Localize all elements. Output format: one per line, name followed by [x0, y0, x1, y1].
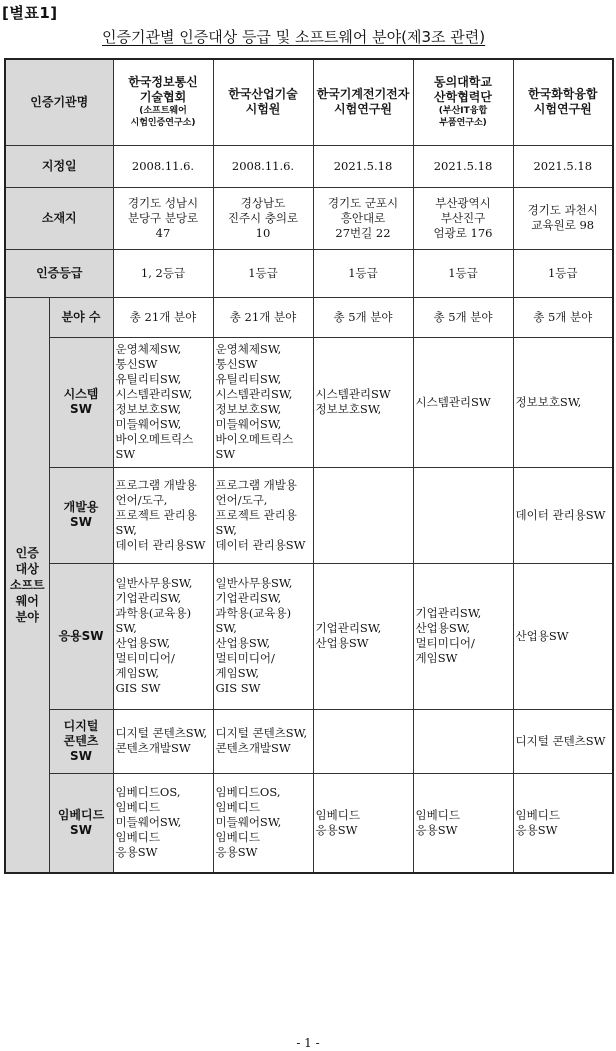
grade-header: 인증등급 [5, 249, 113, 297]
category-header: 인증 대상 소프트 웨어 분야 [5, 297, 49, 873]
org-row [5, 59, 613, 145]
sw-cell: 프로그램 개발용 언어/도구, 프로젝트 관리용SW, 데이터 관리용SW [213, 467, 313, 563]
grade-cell: 1, 2등급 [113, 249, 213, 297]
org-sub: (소프트웨어 시험인증연구소) [130, 106, 196, 129]
org-sub: (부산IT융합 부품연구소) [438, 106, 488, 129]
sw-cell: 정보보호SW, [513, 337, 613, 467]
grade-cell: 1등급 [513, 249, 613, 297]
location-cell: 경상남도 진주시 충의로 10 [213, 187, 313, 249]
designated-cell: 2021.5.18 [413, 145, 513, 187]
org-name: 한국기계전기전자 시험연구원 [316, 87, 410, 117]
sw-cell: 운영체제SW, 통신SW 유틸리티SW, 시스템관리SW, 정보보호SW, 미들웨어SW, 바이오메트릭스SW [213, 337, 313, 467]
field-count-cell: 총 5개 분야 [513, 297, 613, 337]
sw-cell: 일반사무용SW, 기업관리SW, 과학용(교육용) SW, 산업용SW, 멀티미디어/ 게임SW, GIS SW [113, 563, 213, 709]
sw-cell [413, 467, 513, 563]
designated-cell: 2008.11.6. [213, 145, 313, 187]
row-label: 시스템 SW [49, 337, 113, 467]
sw-cell [313, 709, 413, 773]
location-cell: 경기도 군포시 흥안대로 27번길 22 [313, 187, 413, 249]
sw-cell: 임베디드 응용SW [313, 773, 413, 873]
grade-cell: 1등급 [213, 249, 313, 297]
field-count-cell: 총 5개 분야 [313, 297, 413, 337]
sw-cell: 시스템관리SW 정보보호SW, [313, 337, 413, 467]
field-count-cell: 총 5개 분야 [413, 297, 513, 337]
sw-cell: 데이터 관리용SW [513, 467, 613, 563]
sw-cell: 디지털 콘텐츠SW, 콘텐츠개발SW [213, 709, 313, 773]
dev-sw-row [5, 467, 613, 563]
field-count-row [5, 297, 613, 337]
sw-cell: 기업관리SW, 산업용SW, 멀티미디어/ 게임SW [413, 563, 513, 709]
sw-cell: 임베디드 응용SW [513, 773, 613, 873]
document-title: 인증기관별 인증대상 등급 및 소프트웨어 분야(제3조 관련) [102, 28, 486, 46]
org-name: 동의대학교 산학협력단 [434, 75, 492, 105]
org-name: 한국산업기술 시험원 [228, 87, 298, 117]
sw-cell: 산업용SW [513, 563, 613, 709]
system-sw-row [5, 337, 613, 467]
sw-cell: 임베디드OS, 임베디드 미들웨어SW, 임베디드 응용SW [113, 773, 213, 873]
row-label: 임베디드 SW [49, 773, 113, 873]
org-cell [313, 59, 413, 145]
field-count-cell: 총 21개 분야 [113, 297, 213, 337]
sw-cell: 기업관리SW, 산업용SW [313, 563, 413, 709]
sw-cell: 디지털 콘텐츠SW [513, 709, 613, 773]
grade-cell: 1등급 [413, 249, 513, 297]
certification-table [4, 58, 614, 874]
digital-content-sw-row [5, 709, 613, 773]
row-label: 응용SW [49, 563, 113, 709]
app-sw-row [5, 563, 613, 709]
row-label: 분야 수 [49, 297, 113, 337]
sw-cell: 일반사무용SW, 기업관리SW, 과학용(교육용) SW, 산업용SW, 멀티미디어/ 게임SW, GIS SW [213, 563, 313, 709]
location-cell: 경기도 과천시 교육원로 98 [513, 187, 613, 249]
location-header: 소재지 [5, 187, 113, 249]
org-cell [413, 59, 513, 145]
page-number: - 1 - [296, 1036, 320, 1050]
sw-cell: 임베디드 응용SW [413, 773, 513, 873]
location-cell: 경기도 성남시 분당구 분당로 47 [113, 187, 213, 249]
sw-cell: 임베디드OS, 임베디드 미들웨어SW, 임베디드 응용SW [213, 773, 313, 873]
org-cell [513, 59, 613, 145]
annex-tag: [별표1] [2, 4, 58, 22]
field-count-cell: 총 21개 분야 [213, 297, 313, 337]
designated-header: 지정일 [5, 145, 113, 187]
sw-cell: 프로그램 개발용 언어/도구, 프로젝트 관리용SW, 데이터 관리용SW [113, 467, 213, 563]
designated-cell: 2021.5.18 [513, 145, 613, 187]
sw-cell: 시스템관리SW [413, 337, 513, 467]
designated-row [5, 145, 613, 187]
org-cell [113, 59, 213, 145]
grade-cell: 1등급 [313, 249, 413, 297]
location-row [5, 187, 613, 249]
org-cell [213, 59, 313, 145]
org-name: 한국정보통신 기술협회 [128, 75, 198, 105]
designated-cell: 2021.5.18 [313, 145, 413, 187]
org-header: 인증기관명 [5, 59, 113, 145]
embedded-sw-row [5, 773, 613, 873]
sw-cell [413, 709, 513, 773]
row-label: 디지털 콘텐츠 SW [49, 709, 113, 773]
location-cell: 부산광역시 부산진구 엄광로 176 [413, 187, 513, 249]
grade-row [5, 249, 613, 297]
org-name: 한국화학융합 시험연구원 [527, 87, 598, 117]
row-label: 개발용 SW [49, 467, 113, 563]
designated-cell: 2008.11.6. [113, 145, 213, 187]
sw-cell: 운영체제SW, 통신SW 유틸리티SW, 시스템관리SW, 정보보호SW, 미들웨어SW, 바이오메트릭스SW [113, 337, 213, 467]
sw-cell [313, 467, 413, 563]
sw-cell: 디지털 콘텐츠SW, 콘텐츠개발SW [113, 709, 213, 773]
